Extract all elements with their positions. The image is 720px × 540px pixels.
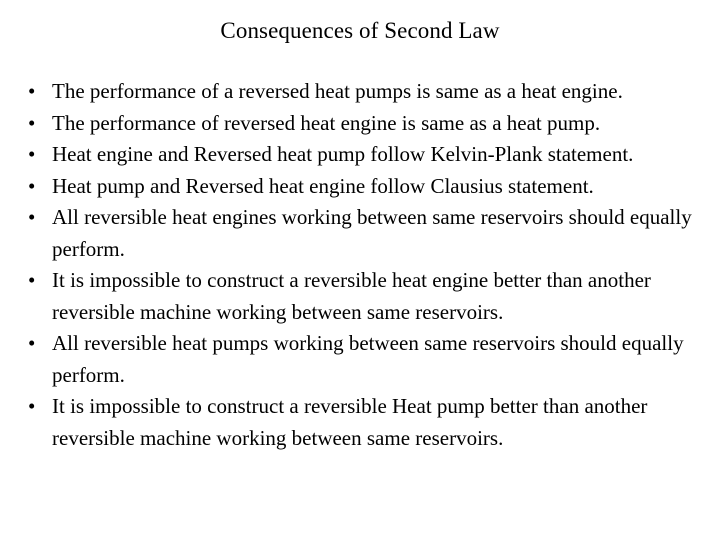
bullet-text: It is impossible to construct a reversible heat engine better than another reversible machine working between same reservoirs. — [52, 268, 651, 324]
bullet-dot-icon: • — [28, 173, 36, 198]
bullet-dot-icon: • — [28, 110, 36, 135]
bullet-text: It is impossible to construct a reversible Heat pump better than another reversible machine working between same reservoirs. — [52, 394, 648, 450]
bullet-dot-icon: • — [28, 394, 36, 418]
bullet-item — [22, 139, 716, 171]
bullet-text: Heat pump and Reversed heat engine follow Clausius statement. — [52, 173, 594, 198]
bullet-dot-icon: • — [28, 205, 36, 229]
bullet-dot-icon: • — [28, 142, 36, 166]
bullet-text: Heat engine and Reversed heat pump follow Kelvin-Plank statement. — [52, 142, 634, 166]
bullet-item — [22, 202, 716, 265]
bullet-text: All reversible heat pumps working between same reservoirs should equally perform. — [52, 331, 684, 387]
bullet-list — [22, 76, 716, 454]
bullet-text: All reversible heat engines working between same reservoirs should equally perform. — [52, 205, 692, 261]
bullet-text: The performance of reversed heat engine is same as a heat pump. — [52, 110, 601, 135]
bullet-item — [22, 171, 716, 203]
bullet-dot-icon: • — [28, 268, 36, 292]
bullet-item — [22, 265, 716, 328]
slide-title: Consequences of Second Law — [220, 18, 500, 43]
bullet-item — [22, 328, 716, 391]
bullet-dot-icon: • — [28, 331, 36, 355]
bullet-item — [22, 108, 716, 140]
bullet-item — [22, 76, 716, 108]
bullet-dot-icon: • — [28, 79, 36, 103]
bullet-text: The performance of a reversed heat pumps is same as a heat engine. — [52, 79, 623, 103]
bullet-item — [22, 391, 716, 454]
